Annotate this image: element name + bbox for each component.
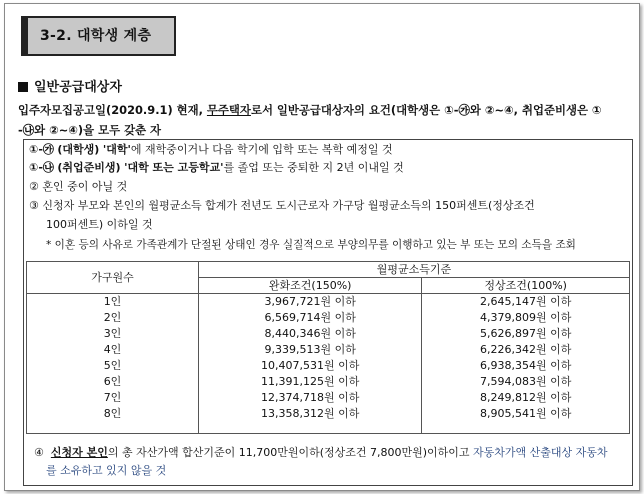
- table-row: [27, 358, 630, 374]
- criterion-job-seeker: [29, 159, 404, 177]
- criterion-quote: '대학': [102, 143, 131, 156]
- income-table: [26, 261, 630, 434]
- cell-normal: 6,226,342원 이하: [422, 342, 630, 358]
- intro-underlined-text: 무주택자: [206, 103, 251, 117]
- heading-text: 일반공급대상자: [34, 80, 122, 95]
- table-row: [27, 294, 630, 310]
- cell-relaxed: 12,374,718원 이하: [199, 390, 422, 406]
- criterion-mark: ④: [34, 446, 44, 459]
- bullet-square-icon: [18, 82, 28, 92]
- cell-relaxed: 13,358,312원 이하: [199, 406, 422, 422]
- cell-normal: 6,938,354원 이하: [422, 358, 630, 374]
- criterion-mark: ①-㉮: [29, 143, 54, 156]
- cell-size: 2인: [27, 310, 199, 326]
- table-row: [27, 310, 630, 326]
- cell-size: 4인: [27, 342, 199, 358]
- cell-size: 7인: [27, 390, 199, 406]
- cell-relaxed: 8,440,346원 이하: [199, 326, 422, 342]
- header-income-standard: 월평균소득기준: [199, 262, 630, 278]
- criterion-assets-line-1: [34, 444, 608, 462]
- criterion-unmarried: ② 혼인 중이 아닐 것: [29, 180, 128, 193]
- table-row: [27, 390, 630, 406]
- table-header-row: [27, 262, 630, 278]
- criterion-income-line-2: 100퍼센트) 이하일 것: [46, 218, 153, 231]
- cell-size: 6인: [27, 374, 199, 390]
- cell-normal: 4,379,809원 이하: [422, 310, 630, 326]
- criterion-tag: (대학생): [57, 143, 100, 156]
- cell-size: 5인: [27, 358, 199, 374]
- criterion-text: 의 총 자산가액 합산기준이 11,700만원이하(정상조건 7,800만원)이하이고: [107, 446, 470, 459]
- header-relaxed: 완화조건(150%): [199, 278, 422, 294]
- cell-normal: 8,905,541원 이하: [422, 406, 630, 422]
- cell-size: 3인: [27, 326, 199, 342]
- table-row: [27, 342, 630, 358]
- criterion-underlined-text: 신청자 본인: [50, 446, 108, 459]
- cell-normal: 8,249,812원 이하: [422, 390, 630, 406]
- intro-text: 입주자모집공고일(2020.9.1) 현재,: [18, 103, 207, 117]
- criterion-assets-line-2: 를 소유하고 있지 않을 것: [46, 464, 167, 477]
- criterion-income-line-1: ③ 신청자 부모와 본인의 월평균소득 합계가 전년도 도시근로자 가구당 월평균소득의 150퍼센트(정상조건: [29, 199, 535, 212]
- cell-normal: 7,594,083원 이하: [422, 374, 630, 390]
- table-row: [27, 326, 630, 342]
- criterion-blue-text: 자동차가액 산출대상 자동차: [469, 446, 608, 459]
- cell-relaxed: 6,569,714원 이하: [199, 310, 422, 326]
- criterion-student: [29, 141, 393, 159]
- header-normal: 정상조건(100%): [422, 278, 630, 294]
- table-row: [27, 406, 630, 422]
- header-household-size: 가구원수: [27, 262, 199, 294]
- criterion-tag: (취업준비생): [57, 161, 121, 174]
- cell-relaxed: 10,407,531원 이하: [199, 358, 422, 374]
- intro-text: 로서 일반공급대상자의 요건(대학생은 ①-㉮와 ②~④, 취업준비생은 ①: [250, 103, 602, 117]
- cell-size: 8인: [27, 406, 199, 422]
- cell-relaxed: 3,967,721원 이하: [199, 294, 422, 310]
- cell-relaxed: 9,339,513원 이하: [199, 342, 422, 358]
- eligibility-intro: [18, 100, 633, 140]
- criterion-text: 에 재학중이거나 다음 학기에 입학 또는 복학 예정일 것: [130, 143, 393, 156]
- section-title: 3-2. 대학생 계층: [21, 16, 176, 56]
- intro-line-2: -㉯와 ②~④)을 모두 갖춘 자: [18, 123, 162, 137]
- criteria-box: [23, 139, 633, 486]
- criterion-text: 를 졸업 또는 중퇴한 지 2년 이내일 것: [223, 161, 404, 174]
- table-row: [27, 374, 630, 390]
- cell-relaxed: 11,391,125원 이하: [199, 374, 422, 390]
- cell-normal: 2,645,147원 이하: [422, 294, 630, 310]
- document-frame: [4, 3, 640, 491]
- criterion-income-note: * 이혼 등의 사유로 가족관계가 단절된 상태인 경우 실질적으로 부양의무를 이행하고 있는 부 또는 모의 소득을 조회: [46, 239, 576, 251]
- cell-normal: 5,626,897원 이하: [422, 326, 630, 342]
- intro-line-1: [18, 100, 633, 120]
- criterion-quote: '대학 또는 고등학교': [124, 161, 224, 174]
- criterion-mark: ①-㉯: [29, 161, 54, 174]
- section-heading: [18, 76, 122, 95]
- cell-size: 1인: [27, 294, 199, 310]
- table-spacer-row: [27, 422, 630, 434]
